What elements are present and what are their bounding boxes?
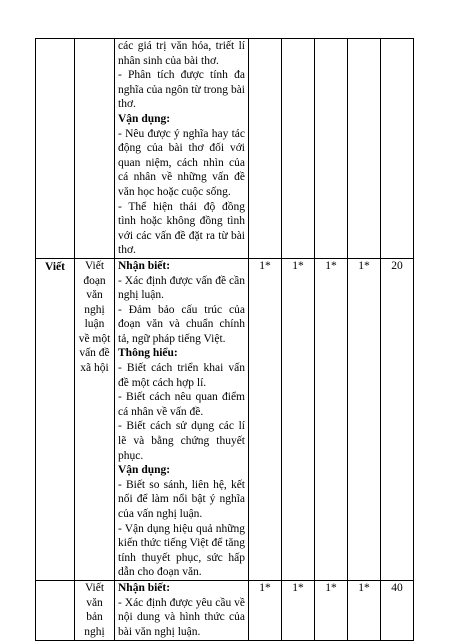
level-heading: Nhận biết: [118, 581, 171, 594]
requirement-item: - Vận dụng hiệu quả những kiến thức tiếng Việt để tăng tính thuyết phục, sức hấp dẫn cho đoạn văn. [118, 522, 246, 579]
level-4-cell: 1* [348, 258, 381, 580]
skill-cell [36, 580, 75, 640]
requirement-item: - Nêu được ý nghĩa hay tác động của bài thơ đối với quan niệm, cách nhìn của cá nhân về những vấn đề văn học hoặc cuộc sống. [118, 127, 245, 198]
level-heading: Nhận biết: [118, 259, 171, 272]
level-heading: Vận dụng: [118, 464, 171, 477]
level-heading: Vận dụng: [118, 112, 171, 125]
requirement-item: - Thể hiện thái độ đồng tình hoặc không đồng tình với các vấn đề đặt ra từ bài thơ. [118, 200, 245, 257]
total-cell: 40 [381, 580, 414, 640]
level-2-cell: 1* [282, 580, 315, 640]
requirement-item: - Xác định được vấn đề cần nghị luận. [118, 274, 245, 302]
requirements-cell [115, 258, 249, 580]
requirements-cell [115, 580, 249, 640]
requirement-item: - Đảm bảo cấu trúc của đoạn văn và chuẩn chính tả, ngữ pháp tiếng Việt. [118, 303, 245, 345]
unit-cell: Viết đoạn văn nghị luận về một vấn đề xã hội [75, 258, 115, 580]
level-3-cell: 1* [315, 258, 348, 580]
requirement-item: - Biết cách sử dụng các lí lẽ và bằng chứng thuyết phục. [118, 420, 245, 462]
requirements-cell [115, 39, 249, 259]
level-4-cell [348, 39, 381, 259]
requirement-item: - Xác định được yêu cầu về nội dung và hình thức của bài văn nghị luận. [118, 596, 245, 638]
level-2-cell [282, 39, 315, 259]
level-4-cell: 1* [348, 580, 381, 640]
table-row [36, 258, 414, 580]
skill-cell [36, 39, 75, 259]
level-2-cell: 1* [282, 258, 315, 580]
level-heading: Thông hiểu: [118, 347, 178, 360]
requirement-item: - Biết cách nêu quan điểm cá nhân về vấn đề. [118, 391, 245, 418]
unit-cell: Viết văn bản nghị [75, 580, 115, 640]
total-cell [381, 39, 414, 259]
requirement-item: - Biết cách triển khai vấn đề một cách hợp lí. [118, 362, 245, 389]
level-1-cell [249, 39, 282, 259]
level-1-cell: 1* [249, 258, 282, 580]
requirement-item: - Phân tích được tính đa nghĩa của ngôn từ trong bài thơ. [118, 69, 245, 111]
requirement-item: các giá trị văn hóa, triết lí nhân sinh của bài thơ. [118, 40, 245, 67]
requirement-item: - Biết so sánh, liên hệ, kết nối để làm nổi bật ý nghĩa của vấn nghị luận. [118, 478, 245, 520]
level-3-cell: 1* [315, 580, 348, 640]
table-row [36, 580, 414, 640]
skill-cell: Viết [36, 258, 75, 580]
level-3-cell [315, 39, 348, 259]
level-1-cell: 1* [249, 580, 282, 640]
unit-cell [75, 39, 115, 259]
table-body [36, 39, 414, 641]
table-row [36, 39, 414, 259]
assessment-matrix-table [35, 38, 414, 641]
total-cell: 20 [381, 258, 414, 580]
